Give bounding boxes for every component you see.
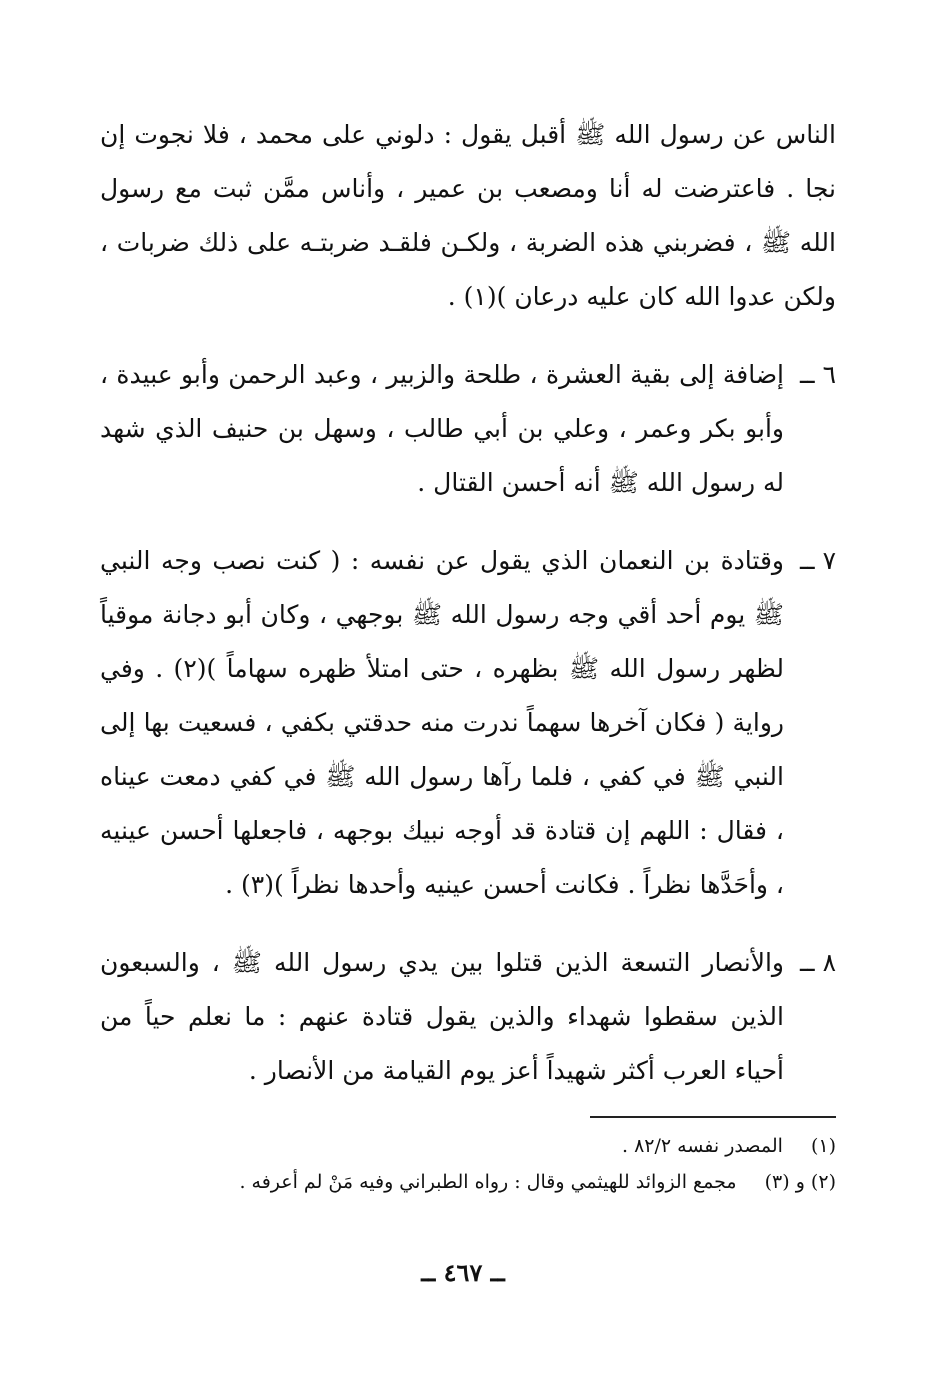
paragraph-text: والأنصار التسعة الذين قتلوا بين يدي رسول الله ﷺ ، والسبعون الذين سقطوا شهداء والذين يقول قتادة عنهم : ما نعلم حياً من أحياء العرب أكثر شهيداً أعز يوم القيامة من الأنصار . bbox=[100, 948, 784, 1085]
paragraph-number: ٨ ــ bbox=[799, 948, 836, 977]
footnote-number: (١) bbox=[810, 1135, 836, 1157]
paragraph-6 bbox=[100, 348, 836, 510]
paragraph-continuation: الناس عن رسول الله ﷺ أقبل يقول : دلوني على محمد ، فلا نجوت إن نجا . فاعترضت له أنا ومصعب بن عمير ، وأناس ممَّن ثبت مع رسول الله ﷺ ، فضربني هذه الضربة ، ولكـن فلقـد ضربتـه على ذلك ضربات ، ولكن عدوا الله كان عليه درعان )(١) . bbox=[100, 120, 836, 311]
footnote-number: (٢) و (٣) bbox=[764, 1171, 836, 1193]
footnotes bbox=[176, 1128, 836, 1200]
footnote-divider bbox=[590, 1116, 836, 1118]
paragraph-8 bbox=[100, 936, 836, 1098]
paragraph-text: إضافة إلى بقية العشرة ، طلحة والزبير ، وعبد الرحمن وأبو عبيدة ، وأبو بكر وعمر ، وعلي بن أبي طالب ، وسهل بن حنيف الذي شهد له رسول الله ﷺ أنه أحسن القتال . bbox=[100, 360, 784, 497]
main-text bbox=[100, 108, 836, 1122]
footnote-2-3 bbox=[176, 1164, 836, 1200]
footnote-text: مجمع الزوائد للهيثمي وقال : رواه الطبراني وفيه مَنْ لم أعرفه . bbox=[239, 1171, 737, 1193]
paragraph-number: ٧ ــ bbox=[799, 546, 836, 575]
footnote-1 bbox=[176, 1128, 836, 1164]
page-number: ــ ٤٦٧ ــ bbox=[421, 1258, 505, 1287]
paragraph-text: وقتادة بن النعمان الذي يقول عن نفسه : ( كنت نصب وجه النبي ﷺ يوم أحد أقي وجه رسول الله ﷺ بوجهي ، وكان أبو دجانة موقياً لظهر رسول الله ﷺ بظهره ، حتى امتلأ ظهره سهاماً )(٢) . وفي رواية ( فكان آخرها سهماً ندرت منه حدقتي بكفي ، فسعيت بها إلى النبي ﷺ في كفي ، فلما رآها رسول الله ﷺ في كفي دمعت عيناه ، فقال : اللهم إن قتادة قد أوجه نبيك بوجهه ، فاجعلها أحسن عينيه ، وأحَدَّها نظراً . فكانت أحسن عينيه وأحدها نظراً )(٣) . bbox=[100, 546, 784, 899]
paragraph-number: ٦ ــ bbox=[799, 360, 836, 389]
footnote-text: المصدر نفسه ٨٢/٢ . bbox=[621, 1135, 783, 1157]
paragraph-7 bbox=[100, 534, 836, 912]
